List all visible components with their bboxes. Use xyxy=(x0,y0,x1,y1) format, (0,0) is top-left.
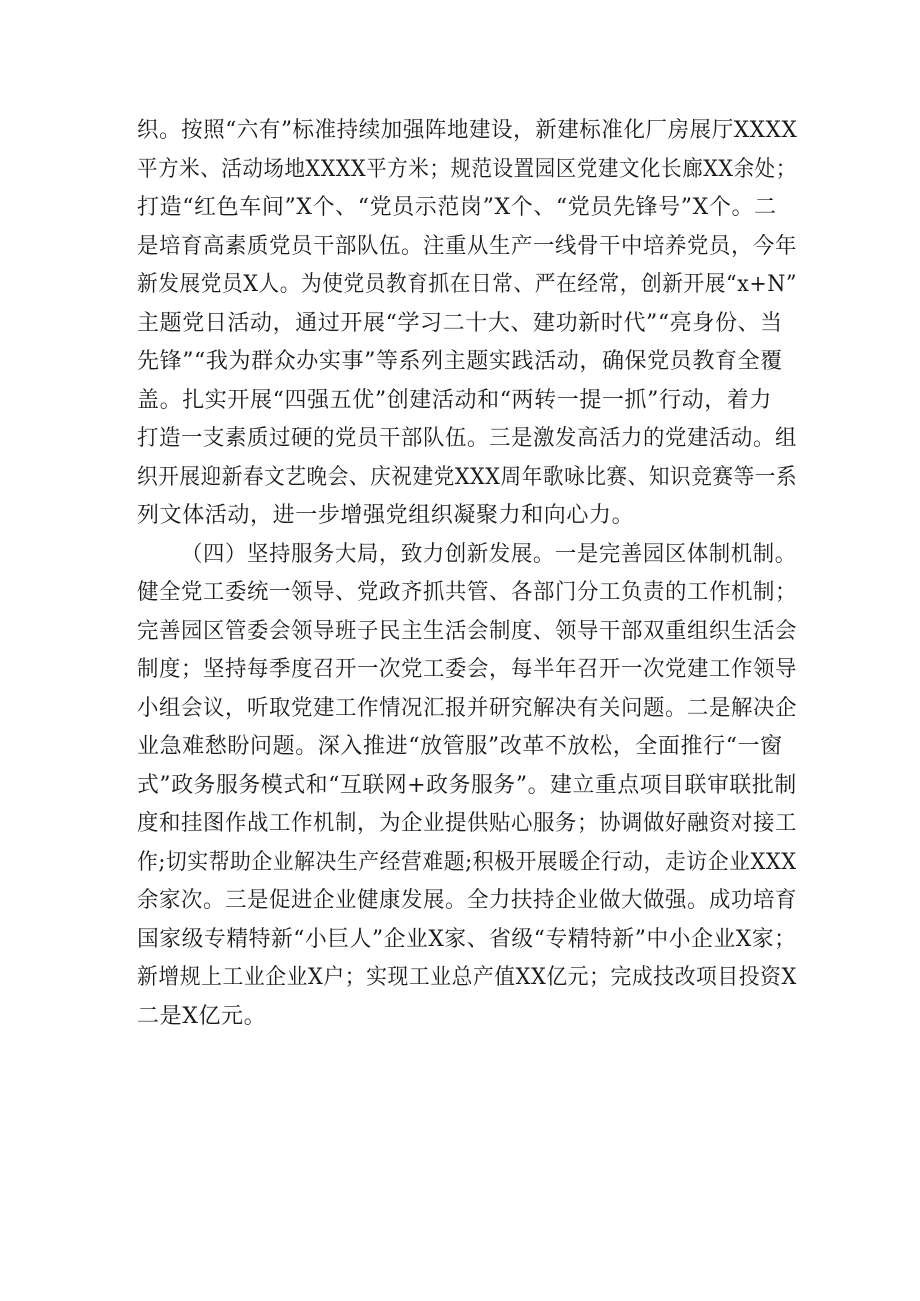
text-line: 作;切实帮助企业解决生产经营难题;积极开展暖企行动，走访企业XXX xyxy=(137,849,797,875)
text-line: 式”政务服务模式和“互联网+政务服务”。建立重点项目联审联批制 xyxy=(137,772,797,798)
text-line: 织。按照“六有”标准持续加强阵地建设，新建标准化厂房展厅XXXX xyxy=(137,118,798,143)
text-line: 织开展迎新春文艺晚会、庆祝建党XXX周年歌咏比赛、知识竞赛等一系 xyxy=(137,464,798,490)
text-line: 主题党日活动，通过开展“学习二十大、建功新时代”“亮身份、当 xyxy=(137,310,783,336)
text-line: 新发展党员X人。为使党员教育抓在日常、严在经常，创新开展“x+N” xyxy=(137,272,798,297)
text-line: 平方米、活动场地XXXX平方米；规范设置园区党建文化长廊XX余处； xyxy=(137,156,797,182)
text-line: 小组会议，听取党建工作情况汇报并研究解决有关问题。二是解决企 xyxy=(137,695,798,721)
text-line: 列文体活动，进一步增强党组织凝聚力和向心力。 xyxy=(137,503,635,528)
text-line: 先锋”“我为群众办实事”等系列主题实践活动，确保党员教育全覆 xyxy=(137,349,783,374)
section-heading-line: （四）坚持服务大局，致力创新发展。一是完善园区体制机制。 xyxy=(181,541,797,567)
text-line: 余家次。三是促进企业健康发展。全力扶持企业做大做强。成功培育 xyxy=(137,888,798,913)
text-line: 二是X亿元。 xyxy=(137,1003,267,1029)
text-line: 制度；坚持每季度召开一次党工委会，每半年召开一次党建工作领导 xyxy=(137,657,798,682)
text-line: 度和挂图作战工作机制，为企业提供贴心服务；协调做好融资对接工 xyxy=(137,811,798,836)
text-line: 盖。扎实开展“四强五优”创建活动和“两转一提一抓”行动，着力 xyxy=(137,387,772,413)
text-line: 业急难愁盼问题。深入推进“放管服”改革不放松，全面推行“一窗 xyxy=(137,734,783,759)
text-line: 健全党工委统一领导、党政齐抓共管、各部门分工负责的工作机制； xyxy=(137,580,798,605)
text-line: 是培育高素质党员干部队伍。注重从生产一线骨干中培养党员，今年 xyxy=(137,233,798,259)
text-line: 打造“红色车间”X个、“党员示范岗”X个、“党员先锋号”X个。二 xyxy=(137,195,777,220)
text-line: 完善园区管委会领导班子民主生活会制度、领导干部双重组织生活会 xyxy=(137,618,798,644)
text-line: 打造一支素质过硬的党员干部队伍。三是激发高活力的党建活动。组 xyxy=(137,426,798,451)
text-line: 新增规上工业企业X户；实现工业总产值XX亿元；完成技改项目投资X xyxy=(137,965,797,990)
body-text xyxy=(137,112,797,1036)
text-line: 国家级专精特新“小巨人”企业X家、省级“专精特新”中小企业X家； xyxy=(137,926,797,952)
